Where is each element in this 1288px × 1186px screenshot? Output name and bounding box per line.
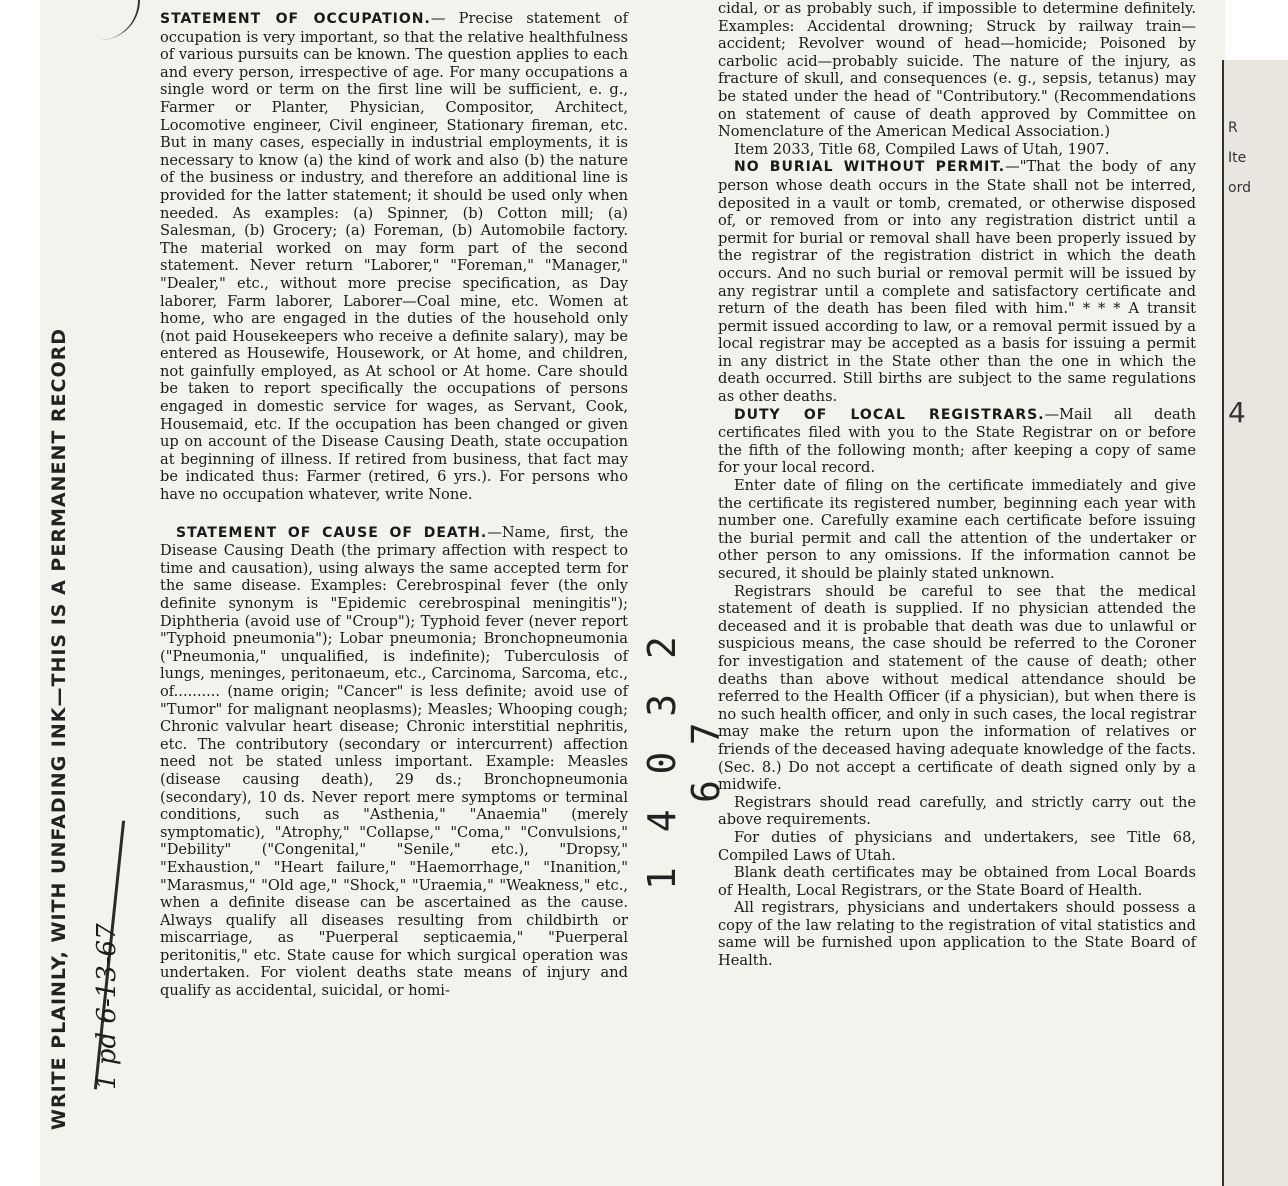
- duty-paragraph-4: Registrars should read carefully, and strictly carry out the above requirements.: [718, 793, 1196, 829]
- duty-text: —Mail all death certificates filed with you to the State Registrar on or before the fifth of the following month; after keeping a copy of same for your local record.: [718, 405, 1196, 477]
- burial-paragraph: [718, 158, 1196, 405]
- duty-paragraph-7: All registrars, physicians and undertakers should possess a copy of the law relating to the registration of vital statistics and same will be furnished upon application to the State Board of Health.: [718, 899, 1196, 970]
- edge-mark: R: [1228, 120, 1238, 136]
- left-strip: [0, 0, 40, 1186]
- occupation-text: — Precise statement of occupation is very important, so that the relative healthfulness of various pursuits can be known. The question applies to each and every person, irrespective of age. For many occupations a single word or term on the first line will be sufficient, e. g., Farmer or Planter, Physician, Compositor, Architect, Locomotive engineer, Civil engineer, Stationary fireman, etc. But in many cases, especially in industrial employments, it is necessary to know (a) the kind of work and also (b) the nature of the business or industry, and therefore an additional line is provided for the latter statement; it should be used only when needed. As examples: (a) Spinner, (b) Cotton mill; (a) Salesman, (b) Grocery; (a) Foreman, (b) Automobile factory. The material worked on may form part of the second statement. Never return "Laborer," "Foreman," "Manager," "Dealer," etc., without more precise specification, as Day laborer, Farm laborer, Laborer—Coal mine, etc. Women at home, who are engaged in the duties of the household only (not paid Housekeepers who receive a definite salary), may be entered as Housewife, Housework, or At home, and children, not gainfully employed, as At school or At home. Care should be taken to report specifically the occupations of persons engaged in domestic service for wages, as Servant, Cook, Housemaid, etc. If the occupation has been changed or given up on account of the Disease Causing Death, state occupation at beginning of illness. If retired from business, that fact may be indicated thus: Farmer (retired, 6 yrs.). For persons who have no occupation whatever, write None.: [160, 10, 628, 504]
- duty-paragraph: [718, 406, 1196, 477]
- right-column: [718, 0, 1196, 970]
- left-column: [160, 0, 628, 1000]
- duty-paragraph-3: Registrars should be careful to see that the medical statement of death is supplied. If no physician attended the deceased and it is probable that death was due to unlawful or suspicious means, the case should be referred to the Coroner for investigation and statement of the cause of death; other deaths than above without medical attendance should be referred to the Health Officer (if a physician), but when there is no such health officer, and only in such cases, the local registrar may make the return upon the information of relatives or friends of the deceased having adequate knowledge of the facts. (Sec. 8.) Do not accept a certificate of death signed only by a midwife.: [718, 582, 1196, 794]
- registration-number: 1 4 0 3 2 6 7: [640, 630, 728, 890]
- duty-paragraph-2: Enter date of filing on the certificate immediately and give the certificate its registered number, beginning each year with number one. Carefully examine each certificate before issuing the burial permit and call the attention of the undertaker or other person to any omissions. If the information cannot be secured, it should be plainly stated unknown.: [718, 477, 1196, 582]
- law-citation: Item 2033, Title 68, Compiled Laws of Utah, 1907.: [734, 140, 1110, 158]
- burial-text: —"That the body of any person whose death occurs in the State shall not be interred, deposited in a vault or tomb, cremated, or otherwise disposed of, or removed from or into any registration district until a permit for burial or removal shall have been properly issued by the registrar of the registration district in which the death occurs. And no such burial or removal permit will be issued by any registrar until a complete and satisfactory certificate and return of the death has been filed with him." * * * A transit permit issued according to law, or a removal permit issued by a local registrar may be accepted as a basis for issuing a permit in any district in the State other than the one in which the death occurred. Still births are subject to the same regulations as other deaths.: [718, 158, 1196, 406]
- edge-mark: ord: [1228, 180, 1251, 196]
- continuation-paragraph: cidal, or as probably such, if impossible to determine definitely. Examples: Accidental drowning; Struck by railway train—accident; Revolver wound of head—homicide; Poisoned by carbolic acid—probably suicide. The nature of the injury, as fracture of skull, and consequences (e. g., sepsis, tetanus) may be stated under the head of "Contributory." (Recommendations on statement of cause of death approved by Committee on Nomenclature of the American Medical Association.): [718, 0, 1196, 141]
- duty-paragraph-5: For duties of physicians and undertakers, see Title 68, Compiled Laws of Utah.: [718, 828, 1196, 864]
- cause-heading: STATEMENT OF CAUSE OF DEATH.: [176, 524, 488, 541]
- edge-mark: 4: [1228, 396, 1246, 429]
- margin-warning-text: [48, 328, 70, 1130]
- margin-main: WRITE PLAINLY, WITH UNFADING INK—THIS IS A PERMANENT RECORD: [48, 327, 70, 1130]
- right-edge-marks: [1228, 120, 1284, 443]
- cause-paragraph: [160, 524, 628, 1000]
- cause-text: —Name, first, the Disease Causing Death (the primary affection with respect to time and causation), using always the same accepted term for the same disease. Examples: Cerebrospinal fever (the only definite synonym is "Epidemic cerebrospinal meningitis"); Diphtheria (avoid use of "Croup"); Typhoid fever (never report "Typhoid pneumonia"); Lobar pneumonia; Bronchopneumonia ("Pneumonia," unqualified, is indefinite); Tuberculosis of lungs, meninges, peritonaeum, etc., Carcinoma, Sarcoma, etc., of.......... (name origin; "Cancer" is less definite; avoid use of "Tumor" for malignant neoplasms); Measles; Whooping cough; Chronic valvular heart disease; Chronic interstitial nephritis, etc. The contributory (secondary or intercurrent) affection need not be stated unless important. Example: Measles (disease causing death), 29 ds.; Bronchopneumonia (secondary), 10 ds. Never report mere symptoms or terminal conditions, such as "Asthenia," "Anaemia" (merely symptomatic), "Atrophy," "Collapse," "Coma," "Convulsions," "Debility" ("Congenital," "Senile," etc.), "Dropsy," "Exhaustion," "Heart failure," "Haemorrhage," "Inanition," "Marasmus," "Old age," "Shock," "Uraemia," "Weakness," etc., when a definite disease can be ascertained as the cause. Always qualify all diseases resulting from childbirth or miscarriage, as "Puerperal septicaemia," "Puerperal peritonitis," etc. State cause for which surgical operation was undertaken. For violent deaths state means of injury and qualify as accidental, suicidal, or homi-: [160, 523, 629, 1000]
- edge-mark: Ite: [1228, 150, 1247, 166]
- burial-heading: NO BURIAL WITHOUT PERMIT.: [734, 159, 1006, 176]
- occupation-heading: STATEMENT OF OCCUPATION.: [160, 11, 431, 27]
- duty-heading: DUTY OF LOCAL REGISTRARS.: [734, 406, 1045, 423]
- handwritten-note: 1 pd 6-13-67: [92, 923, 122, 1090]
- occupation-paragraph: [160, 10, 628, 504]
- duty-paragraph-6: Blank death certificates may be obtained from Local Boards of Health, Local Registrars, or the State Board of Health.: [718, 864, 1196, 899]
